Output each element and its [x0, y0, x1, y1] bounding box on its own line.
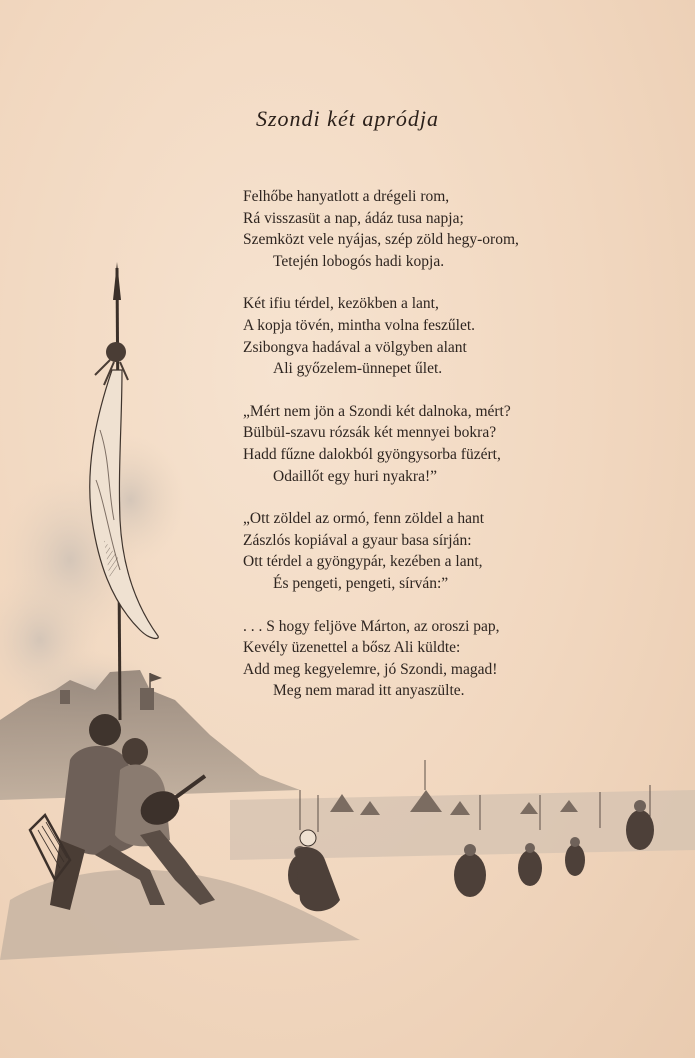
poem-line: „Ott zöldel az ormó, fenn zöldel a hant: [243, 510, 485, 528]
engraving-illustration: [0, 255, 695, 975]
poem-line: Szemközt vele nyájas, szép zöld hegy-orom,: [243, 231, 519, 249]
poem-line: Kevély üzenettel a bősz Ali küldte:: [243, 639, 461, 657]
poem-line: Ali győzelem-ünnepet űlet.: [273, 360, 443, 378]
poem-line: Ott térdel a gyöngypár, kezében a lant,: [243, 553, 483, 571]
poem-line: Meg nem marad itt anyaszülte.: [273, 682, 465, 700]
poem-line: És pengeti, pengeti, sírván:”: [273, 574, 449, 592]
poem-line: . . . S hogy feljöve Márton, az oroszi pap,: [243, 617, 500, 635]
poem-line: Bülbül-szavu rózsák két mennyei bokra?: [243, 424, 497, 442]
poem-line: Hadd fűzne dalokból gyöngysorba füzért,: [243, 445, 501, 463]
poem-line: Felhőbe hanyatlott a drégeli rom,: [243, 188, 450, 205]
poem-line: Zsibongva hadával a völgyben alant: [243, 338, 467, 356]
poem-line: Rá visszasüt a nap, ádáz tusa napja;: [243, 209, 464, 227]
poem-line: Zászlós kopiával a gyaur basa sírján:: [243, 531, 472, 549]
poem-line: „Mért nem jön a Szondi két dalnoka, mért?: [243, 402, 511, 420]
poem-line: Két ifiu térdel, kezökben a lant,: [243, 295, 439, 313]
poem-title: Szondi két apródja: [256, 106, 439, 131]
poem-line: Odaillőt egy huri nyakra!”: [273, 467, 437, 485]
poem-line: Add meg kegyelemre, jó Szondi, magad!: [243, 660, 498, 678]
poem-line: Tetején lobogós hadi kopja.: [273, 252, 445, 270]
poem-line: A kopja tövén, mintha volna feszűlet.: [243, 316, 476, 334]
